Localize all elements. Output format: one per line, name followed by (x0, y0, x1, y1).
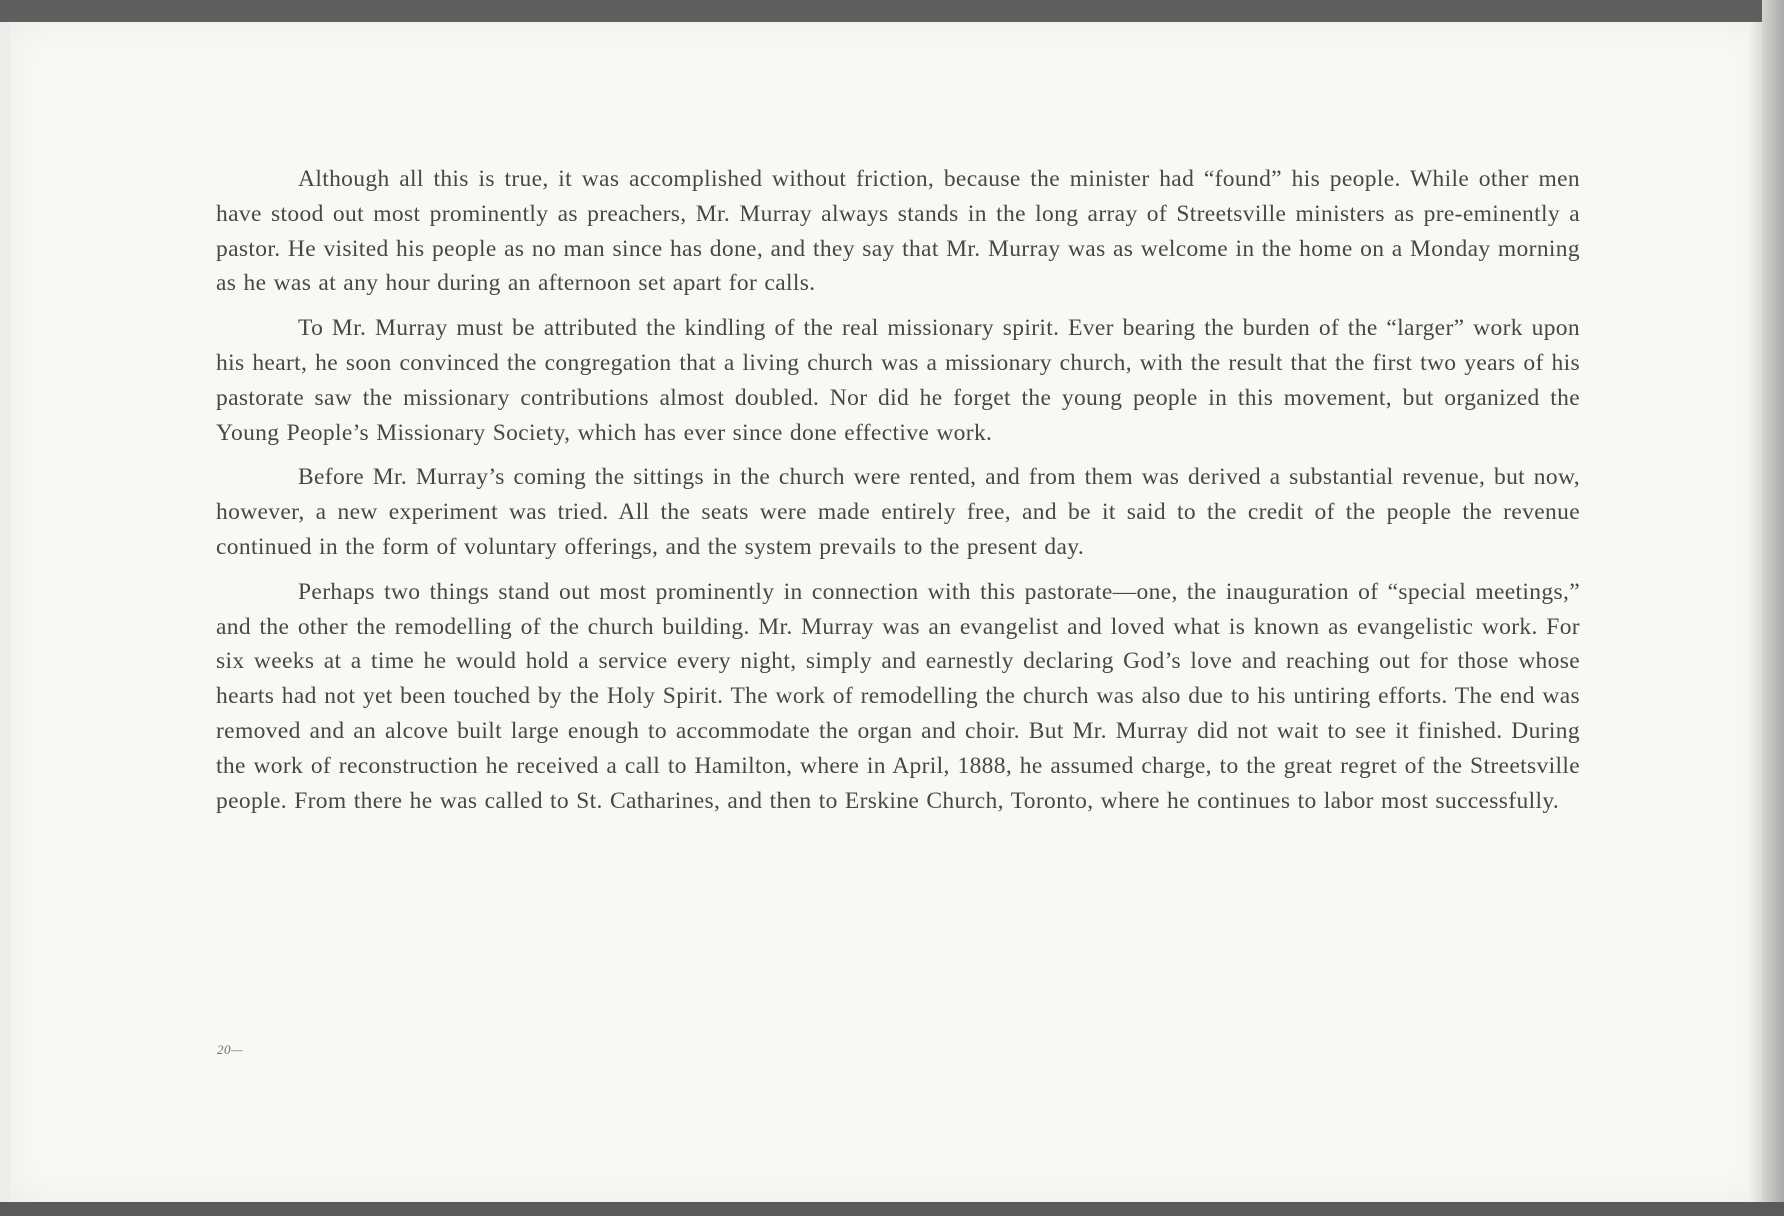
paragraph-2: To Mr. Murray must be attributed the kindling of the real missionary spirit. Ever bearing the burden of the “larger” work upon his heart, he soon convinced the congregation that a living church was a missionary church, with the result that the first two years of his pastorate saw the missionary contributions almost doubled. Nor did he forget the young people in this movement, but organized the Young People’s Missionary Society, which has ever since done effective work. (216, 315, 1580, 446)
page-edge-right (1762, 0, 1784, 1216)
paragraph-4: Perhaps two things stand out most prominently in connection with this pastorate—one, the inauguration of “special meetings,” and the other the remodelling of the church building. Mr. Murray was an evangelist and loved what is known as evangelistic work. For six weeks at a time he would hold a service every night, simply and earnestly declaring God’s love and reaching out for those whose hearts had not yet been touched by the Holy Spirit. The work of remodelling the church was also due to his untiring efforts. The end was removed and an alcove built large enough to accommodate the organ and choir. But Mr. Murray did not wait to see it finished. During the work of reconstruction he received a call to Hamilton, where in April, 1888, he assumed charge, to the great regret of the Streetsville people. From there he was called to St. Catharines, and then to Erskine Church, Toronto, where he continues to labor most successfully. (216, 578, 1580, 814)
paragraph-1: Although all this is true, it was accomplished without friction, because the minister had “found” his people. While other men have stood out most prominently as preachers, Mr. Murray always stands in the long array of Streetsville ministers as pre-eminently a pastor. He visited his people as no man since has done, and they say that Mr. Murray was as welcome in the home on a Monday morning as he was at any hour during an afternoon set apart for calls. (216, 166, 1580, 297)
body-text (216, 162, 1580, 828)
page-number: 20— (217, 1042, 244, 1057)
page-edge-bottom (0, 1202, 1784, 1216)
book-page (0, 22, 1762, 1202)
paragraph-3: Before Mr. Murray’s coming the sittings in the church were rented, and from them was derived a substantial revenue, but now, however, a new experiment was tried. All the seats were made entirely free, and be it said to the credit of the people the revenue continued in the form of voluntary offerings, and the system prevails to the present day. (216, 464, 1580, 560)
